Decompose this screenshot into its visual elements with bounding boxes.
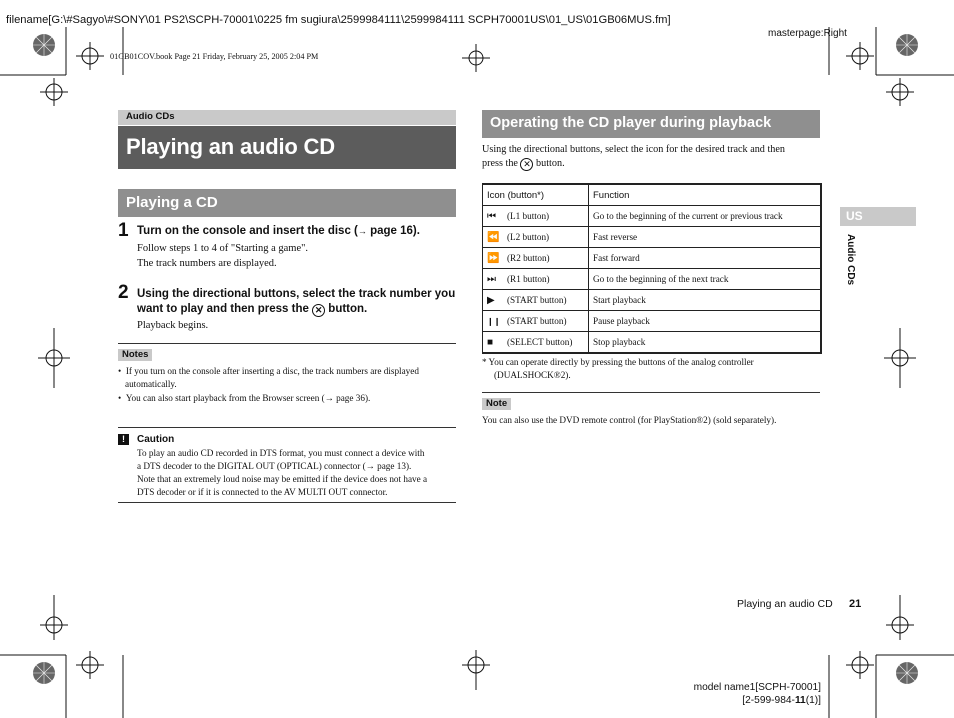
- intro-text: Using the directional buttons, select the icon for the desired track and then: [482, 144, 785, 155]
- stop-icon: ■: [487, 336, 494, 348]
- running-footer-title: Playing an audio CD: [737, 598, 833, 610]
- divider: [118, 502, 456, 503]
- section-label-banner: [118, 110, 456, 125]
- table-cell-function: Start playback: [589, 290, 822, 311]
- table-cell-function: Stop playback: [589, 332, 822, 354]
- step-text: Follow steps 1 to 4 of "Starting a game".: [137, 243, 309, 254]
- step-heading: Using the directional buttons, select the track number you: [137, 288, 456, 300]
- note-bullet: • You can also start playback from the Browser screen (→ page 36).: [118, 393, 371, 403]
- intro-text: press the ✕ button.: [482, 158, 565, 169]
- note-bullet: • If you turn on the console after inserting a disc, the track numbers are displayed: [118, 366, 419, 376]
- fast-forward-icon: ⏩: [487, 252, 500, 264]
- caution-label: Caution: [137, 434, 175, 445]
- masterpage-label: masterpage:Right: [768, 28, 847, 39]
- book-info-line: 01GB01COV.book Page 21 Friday, February 25, 2005 2:04 PM: [110, 52, 319, 61]
- table-cell-function: Go to the beginning of the current or previous track: [589, 206, 822, 227]
- footnote: (DUALSHOCK®2).: [494, 370, 571, 380]
- table-header-row: [483, 184, 822, 206]
- table-cell-icon: ▶ (START button): [483, 290, 589, 311]
- table-row: [483, 290, 822, 311]
- print-filename: filename[G:\#Sagyo\#SONY\01 PS2\SCPH-70001\0225 fm sugiura\2599984111\2599984111 SCPH70001US\01_US\01GB06MUS.fm]: [6, 14, 671, 26]
- note-bullet-continued: automatically.: [125, 379, 177, 389]
- step-text: Playback begins.: [137, 320, 209, 331]
- page-number: 21: [849, 598, 862, 610]
- table-cell-icon: ⏭ (R1 button): [483, 269, 589, 290]
- table-cell-function: Go to the beginning of the next track: [589, 269, 822, 290]
- table-row: [483, 311, 822, 332]
- table-header-cell: Function: [589, 184, 822, 206]
- cross-button-icon: ✕: [520, 158, 533, 171]
- page-title: Playing an audio CD: [126, 134, 335, 159]
- play-icon: ▶: [487, 294, 495, 306]
- table-cell-function: Fast reverse: [589, 227, 822, 248]
- divider: [118, 427, 456, 428]
- page-ref-arrow-icon: →: [365, 461, 375, 471]
- step-number: 2: [118, 282, 129, 303]
- page-title-banner: [118, 126, 456, 169]
- region-tab: [840, 207, 916, 226]
- pause-icon: ❙❙: [487, 317, 501, 326]
- caution-icon: !: [118, 434, 129, 445]
- table-cell-icon: ⏪ (L2 button): [483, 227, 589, 248]
- table-cell-icon: ❙❙ (START button): [483, 311, 589, 332]
- model-info: model name1[SCPH-70001] [2-599-984-11(1)]: [693, 682, 821, 706]
- table-row: [483, 248, 822, 269]
- subsection-banner: [482, 110, 820, 138]
- next-track-icon: ⏭: [487, 273, 496, 285]
- caution-text: To play an audio CD recorded in DTS format, you must connect a device with: [137, 448, 425, 458]
- cross-button-icon: ✕: [312, 304, 325, 317]
- table-cell-icon: ⏮ (L1 button): [483, 206, 589, 227]
- table-row: [483, 332, 822, 354]
- page-ref-arrow-icon: →: [324, 393, 334, 403]
- side-section-label: Audio CDs: [845, 234, 856, 286]
- previous-track-icon: ⏮: [487, 210, 496, 222]
- step-number: 1: [118, 220, 129, 241]
- table-row: [483, 206, 822, 227]
- notes-tag: Notes: [118, 349, 152, 361]
- divider: [118, 343, 456, 344]
- step-text: The track numbers are displayed.: [137, 258, 277, 269]
- subsection-banner: [118, 189, 456, 217]
- footnote: * You can operate directly by pressing the buttons of the analog controller: [482, 357, 754, 367]
- table-cell-function: Fast forward: [589, 248, 822, 269]
- table-cell-function: Pause playback: [589, 311, 822, 332]
- caution-text: DTS decoder or if it is connected to the AV MULTI OUT connector.: [137, 487, 388, 497]
- divider: [482, 392, 820, 393]
- table-cell-icon: ■ (SELECT button): [483, 332, 589, 354]
- table-row: [483, 227, 822, 248]
- note-tag: Note: [482, 398, 511, 410]
- controls-table: [482, 183, 822, 354]
- fast-reverse-icon: ⏪: [487, 231, 500, 243]
- table-cell-icon: ⏩ (R2 button): [483, 248, 589, 269]
- caution-text: Note that an extremely loud noise may be emitted if the device does not have a: [137, 474, 428, 484]
- note-text: You can also use the DVD remote control (for PlayStation®2) (sold separately).: [482, 415, 777, 425]
- table-header-cell: Icon (button*): [483, 184, 589, 206]
- caution-text: a DTS decoder to the DIGITAL OUT (OPTICAL) connector (→ page 13).: [137, 461, 412, 471]
- subsection-title: Playing a CD: [126, 194, 218, 211]
- step-heading: want to play and then press the ✕ button.: [137, 303, 368, 315]
- subsection-title: Operating the CD player during playback: [490, 115, 772, 131]
- step-heading: Turn on the console and insert the disc (→ page 16).: [137, 225, 420, 237]
- table-row: [483, 269, 822, 290]
- section-label: Audio CDs: [126, 111, 175, 122]
- page-ref-arrow-icon: →: [357, 226, 367, 236]
- region-tab-label: US: [846, 209, 863, 223]
